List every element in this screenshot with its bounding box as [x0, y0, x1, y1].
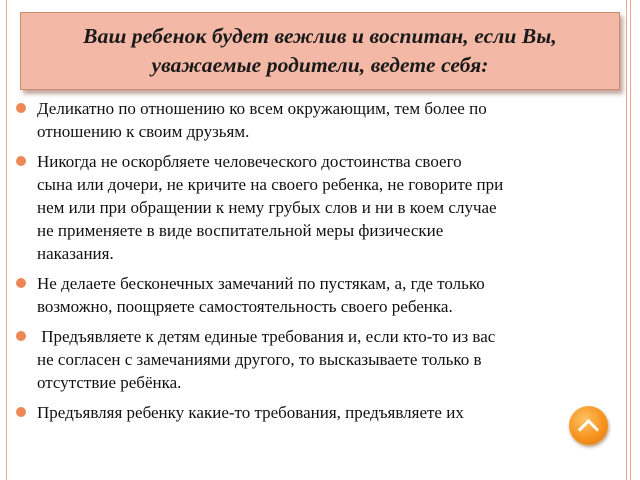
bullet-line: наказания. — [37, 244, 114, 263]
bullet-item-5 — [15, 401, 607, 424]
left-frame-line — [6, 0, 7, 480]
bullet-line: Деликатно по отношению ко всем окружающим, тем более по — [37, 99, 487, 118]
bullet-item-1 — [15, 97, 607, 143]
bullet-line: Не делаете бесконечных замечаний по пустякам, а, где только — [37, 274, 485, 293]
bullet-item-3 — [15, 272, 607, 318]
bullet-dot-icon — [16, 103, 26, 113]
slide-title-line-2: уважаемые родители, ведете себя: — [151, 53, 489, 77]
slide-title-box — [20, 12, 620, 90]
bullet-line: отношению к своим друзьям. — [37, 122, 250, 141]
bullet-item-4 — [15, 325, 607, 394]
bullet-line: возможно, поощряете самостоятельность своего ребенка. — [37, 297, 453, 316]
slide-title — [83, 22, 557, 80]
bullet-line: Предъявляете к детям единые требования и, если кто-то из вас — [37, 327, 496, 346]
bullet-list — [15, 97, 607, 431]
bullet-item-2 — [15, 150, 607, 265]
bullet-dot-icon — [16, 331, 26, 341]
right-frame-line-inner — [630, 0, 631, 480]
up-arrow-icon[interactable] — [569, 406, 608, 445]
bullet-line: нем или при обращении к нему грубых слов и ни в коем случае — [37, 198, 497, 217]
bullet-line: не применяете в виде воспитательной меры физические — [37, 221, 444, 240]
bullet-dot-icon — [16, 407, 26, 417]
bullet-line: Предъявляя ребенку какие-то требования, предъявляете их — [37, 403, 464, 422]
bullet-line: не согласен с замечаниями другого, то высказываете только в — [37, 350, 482, 369]
bullet-line: сына или дочери, не кричите на своего ребенка, не говорите при — [37, 175, 504, 194]
bullet-dot-icon — [16, 278, 26, 288]
slide-title-line-1: Ваш ребенок будет вежлив и воспитан, если Вы, — [83, 24, 557, 48]
bullet-line: Никогда не оскорбляете человеческого достоинства своего — [37, 152, 462, 171]
bullet-line: отсутствие ребёнка. — [37, 373, 182, 392]
bullet-dot-icon — [16, 156, 26, 166]
right-frame-line-outer — [626, 0, 627, 480]
